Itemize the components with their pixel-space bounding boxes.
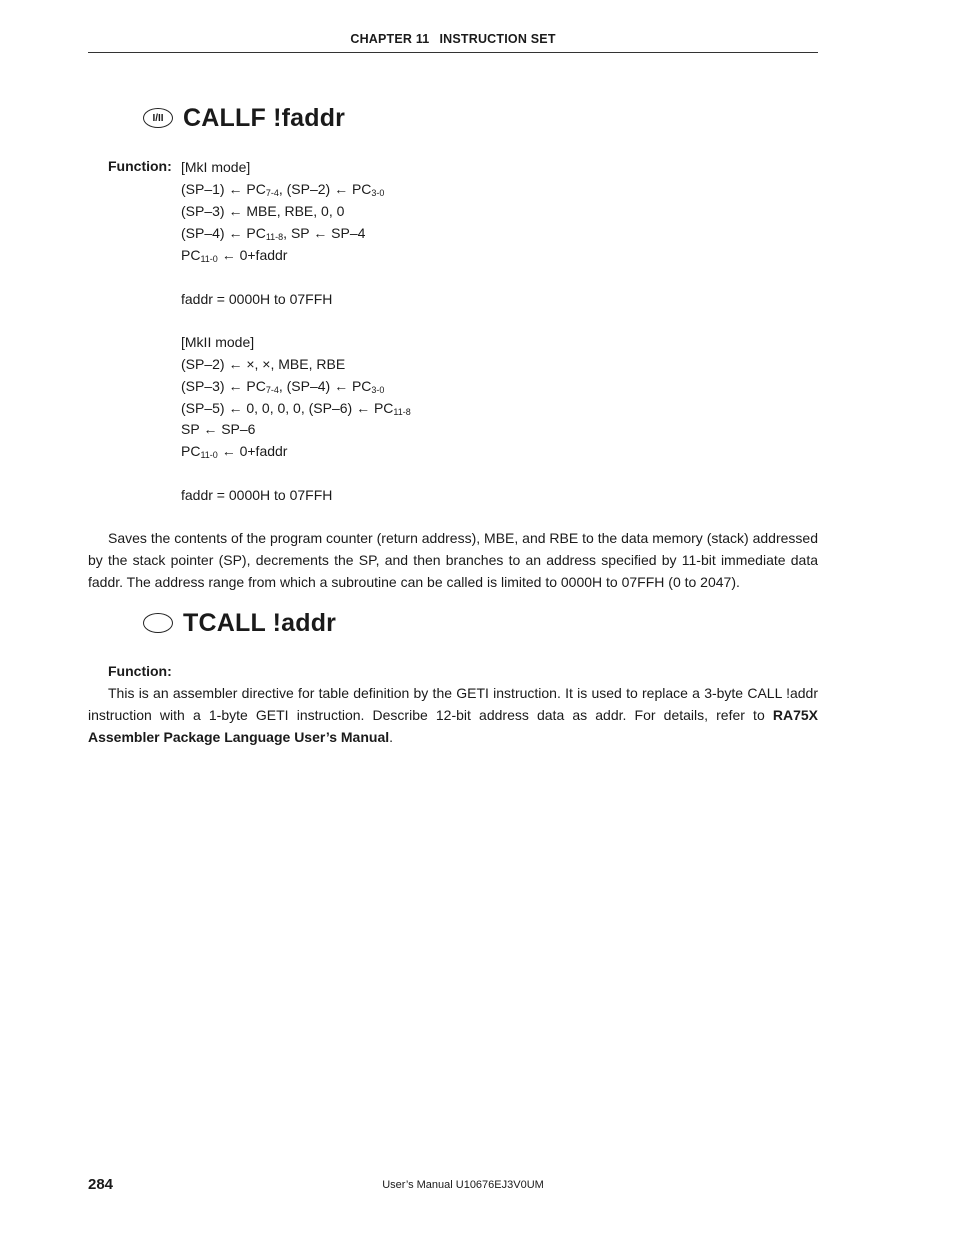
function-text: (SP–4) ← PC xyxy=(181,225,266,241)
tcall-description-text: This is an assembler directive for table definition by the GETI instruction. It is used to replace a 3-byte CALL !addr instruction with a 1-byte GETI instruction. Describe 12-bit address data as addr. For details, refer to xyxy=(88,685,818,723)
function-text: PC xyxy=(181,247,201,263)
function-text: (SP–5) ← 0, 0, 0, 0, (SP–6) ← PC xyxy=(181,400,394,416)
callf-function-label: Function: xyxy=(108,158,172,174)
function-text: , SP ← SP–4 xyxy=(283,225,366,241)
function-text: faddr = 0000H to 07FFH xyxy=(181,291,333,307)
function-text: [MkI mode] xyxy=(181,159,251,175)
bit-range-subscript: 11-8 xyxy=(265,232,284,242)
function-line xyxy=(181,290,332,308)
bit-range-subscript: 11-0 xyxy=(200,254,218,264)
function-line xyxy=(181,333,254,351)
page-number: 284 xyxy=(88,1176,114,1193)
function-line xyxy=(181,355,345,373)
bit-range-subscript: 7-4 xyxy=(265,385,279,395)
bit-range-subscript: 11-0 xyxy=(200,450,218,460)
function-text: , (SP–2) ← PC xyxy=(278,181,372,197)
bit-range-subscript: 3-0 xyxy=(371,188,385,198)
function-text: (SP–3) ← MBE, RBE, 0, 0 xyxy=(181,203,345,219)
function-text: ← 0+faddr xyxy=(217,247,288,263)
function-text: ← 0+faddr xyxy=(217,443,288,459)
tcall-description xyxy=(88,682,818,748)
function-text: (SP–2) ← ×, ×, MBE, RBE xyxy=(181,356,346,372)
function-text: , (SP–4) ← PC xyxy=(278,378,372,394)
chapter-title: INSTRUCTION SET xyxy=(439,32,556,46)
tcall-title: TCALL !addr xyxy=(183,608,337,637)
function-line xyxy=(181,224,365,246)
function-line xyxy=(181,202,344,220)
function-line xyxy=(181,158,250,176)
bit-range-subscript: 3-0 xyxy=(371,385,385,395)
function-text: PC xyxy=(181,443,201,459)
callf-heading xyxy=(143,98,345,138)
manual-id: User’s Manual U10676EJ3V0UM xyxy=(382,1179,544,1191)
function-text: [MkII mode] xyxy=(181,334,255,350)
tcall-heading xyxy=(143,603,336,643)
callf-title: CALLF !faddr xyxy=(183,103,346,132)
callf-description: Saves the contents of the program counter (return address), MBE, and RBE to the data memory (stack) addressed by the stack pointer (SP), decrements the SP, and then branches to an address specified by 11-bit immediate data faddr. The address range from which a subroutine can be called is limited to 0000H to 07FFH (0 to 2047). xyxy=(88,530,818,590)
header-divider xyxy=(88,52,818,53)
function-line xyxy=(181,246,287,268)
function-line xyxy=(181,442,287,464)
function-line xyxy=(181,399,411,421)
page-header xyxy=(88,32,818,52)
function-text: (SP–3) ← PC xyxy=(181,378,266,394)
reference-manual-title: RA75X Assembler Package Language User’s Manual xyxy=(88,707,818,745)
tcall-description-end: . xyxy=(389,729,394,745)
function-line xyxy=(181,486,332,504)
function-line xyxy=(181,180,384,202)
mode-badge-blank-icon xyxy=(143,613,173,633)
function-line xyxy=(181,420,255,438)
function-text: (SP–1) ← PC xyxy=(181,181,266,197)
bit-range-subscript: 11-8 xyxy=(393,407,411,417)
mode-badge-icon: I/II xyxy=(143,108,173,128)
function-text: faddr = 0000H to 07FFH xyxy=(181,487,333,503)
bit-range-subscript: 7-4 xyxy=(265,188,279,198)
chapter-number: CHAPTER 11 xyxy=(350,32,430,46)
function-text: SP ← SP–6 xyxy=(181,421,256,437)
tcall-function-label: Function: xyxy=(108,663,172,679)
function-line xyxy=(181,377,384,399)
